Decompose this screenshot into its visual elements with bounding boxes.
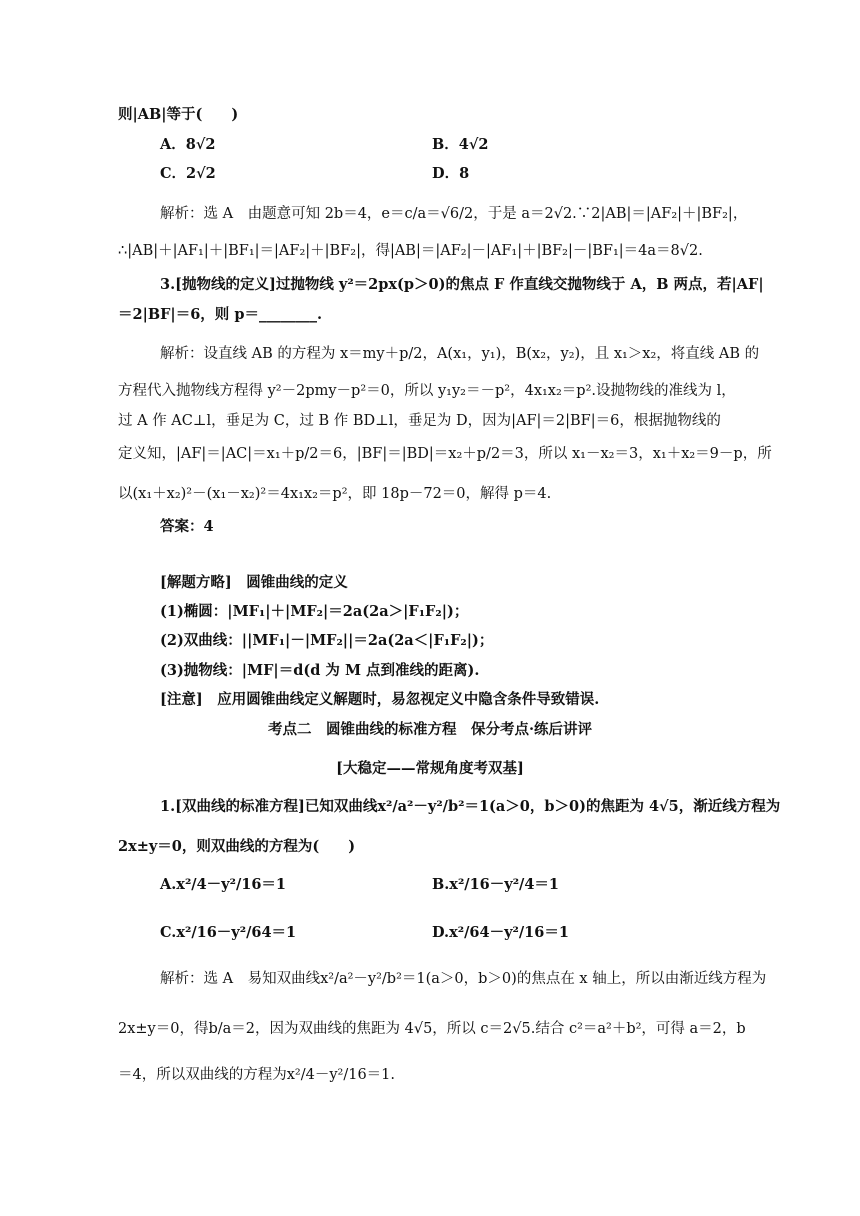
option-a: A．8√2 — [160, 136, 216, 153]
question-3-cont: ＝2|BF|＝6，则 p＝________. — [118, 306, 323, 323]
solution-line: 方程代入抛物线方程得 y²－2pmy－p²＝0，所以 y₁y₂＝－p²，4x₁x₂＝p².设抛物线的准线为 l， — [118, 383, 736, 399]
solution-line: 以(x₁＋x₂)²－(x₁－x₂)²＝4x₁x₂＝p²，即 18p－72＝0，解得 p＝4. — [118, 486, 552, 502]
note: [注意] 应用圆锥曲线定义解题时，易忽视定义中隐含条件导致错误. — [160, 691, 600, 708]
solution-line: 解析：选 A 易知双曲线x²/a²－y²/b²＝1(a＞0，b＞0)的焦点在 x 轴上，所以由渐近线方程为 — [160, 971, 767, 987]
question-1: 1.[双曲线的标准方程]已知双曲线x²/a²－y²/b²＝1(a＞0，b＞0)的焦距为 4√5，渐近线方程为 — [160, 798, 781, 815]
answer: 答案：4 — [160, 518, 214, 535]
subsection-heading: [大稳定——常规角度考双基] — [336, 760, 524, 777]
solution-line: 2x±y＝0，得b/a＝2，因为双曲线的焦距为 4√5，所以 c＝2√5.结合 c²＝a²＋b²，可得 a＝2，b — [118, 1021, 746, 1037]
solution-line: 过 A 作 AC⊥l，垂足为 C，过 B 作 BD⊥l，垂足为 D，因为|AF|＝2|BF|＝6，根据抛物线的 — [118, 413, 721, 429]
solution-line: 解析：选 A 由题意可知 2b＝4，e＝c/a＝√6/2，于是 a＝2√2.∵2|AB|＝|AF₂|＋|BF₂|， — [160, 206, 748, 222]
option-d: D.x²/64－y²/16＝1 — [432, 924, 569, 941]
solution-line: 解析：设直线 AB 的方程为 x＝my＋p/2，A(x₁，y₁)，B(x₂，y₂)，且 x₁＞x₂，将直线 AB 的 — [160, 346, 760, 362]
solution-line: ∴|AB|＋|AF₁|＋|BF₁|＝|AF₂|＋|BF₂|，得|AB|＝|AF₂|－|AF₁|＋|BF₂|－|BF₁|＝4a＝8√2. — [118, 243, 703, 259]
question-tail: 则|AB|等于( ) — [118, 106, 239, 123]
solution-line: ＝4，所以双曲线的方程为x²/4－y²/16＝1. — [118, 1067, 395, 1083]
option-b: B.x²/16－y²/4＝1 — [432, 876, 560, 893]
solution-line: 定义知，|AF|＝|AC|＝x₁＋p/2＝6，|BF|＝|BD|＝x₂＋p/2＝3，所以 x₁－x₂＝3，x₁＋x₂＝9－p，所 — [118, 446, 772, 462]
option-a: A.x²/4－y²/16＝1 — [160, 876, 287, 893]
question-1-cont: 2x±y＝0，则双曲线的方程为( ) — [118, 838, 356, 855]
question-3: 3.[抛物线的定义]过抛物线 y²＝2px(p＞0)的焦点 F 作直线交抛物线于 A，B 两点，若|AF| — [160, 276, 764, 293]
option-c: C．2√2 — [160, 165, 216, 182]
option-b: B．4√2 — [432, 136, 489, 153]
option-d: D．8 — [432, 165, 470, 182]
section-heading: 考点二 圆锥曲线的标准方程 保分考点·练后讲评 — [267, 721, 593, 738]
method-heading: [解题方略] 圆锥曲线的定义 — [160, 574, 348, 591]
method-item: (1)椭圆：|MF₁|＋|MF₂|＝2a(2a＞|F₁F₂|)； — [160, 603, 469, 620]
method-item: (3)抛物线：|MF|＝d(d 为 M 点到准线的距离). — [160, 662, 480, 679]
option-c: C.x²/16－y²/64＝1 — [160, 924, 297, 941]
method-item: (2)双曲线：||MF₁|－|MF₂||＝2a(2a＜|F₁F₂|)； — [160, 632, 494, 649]
